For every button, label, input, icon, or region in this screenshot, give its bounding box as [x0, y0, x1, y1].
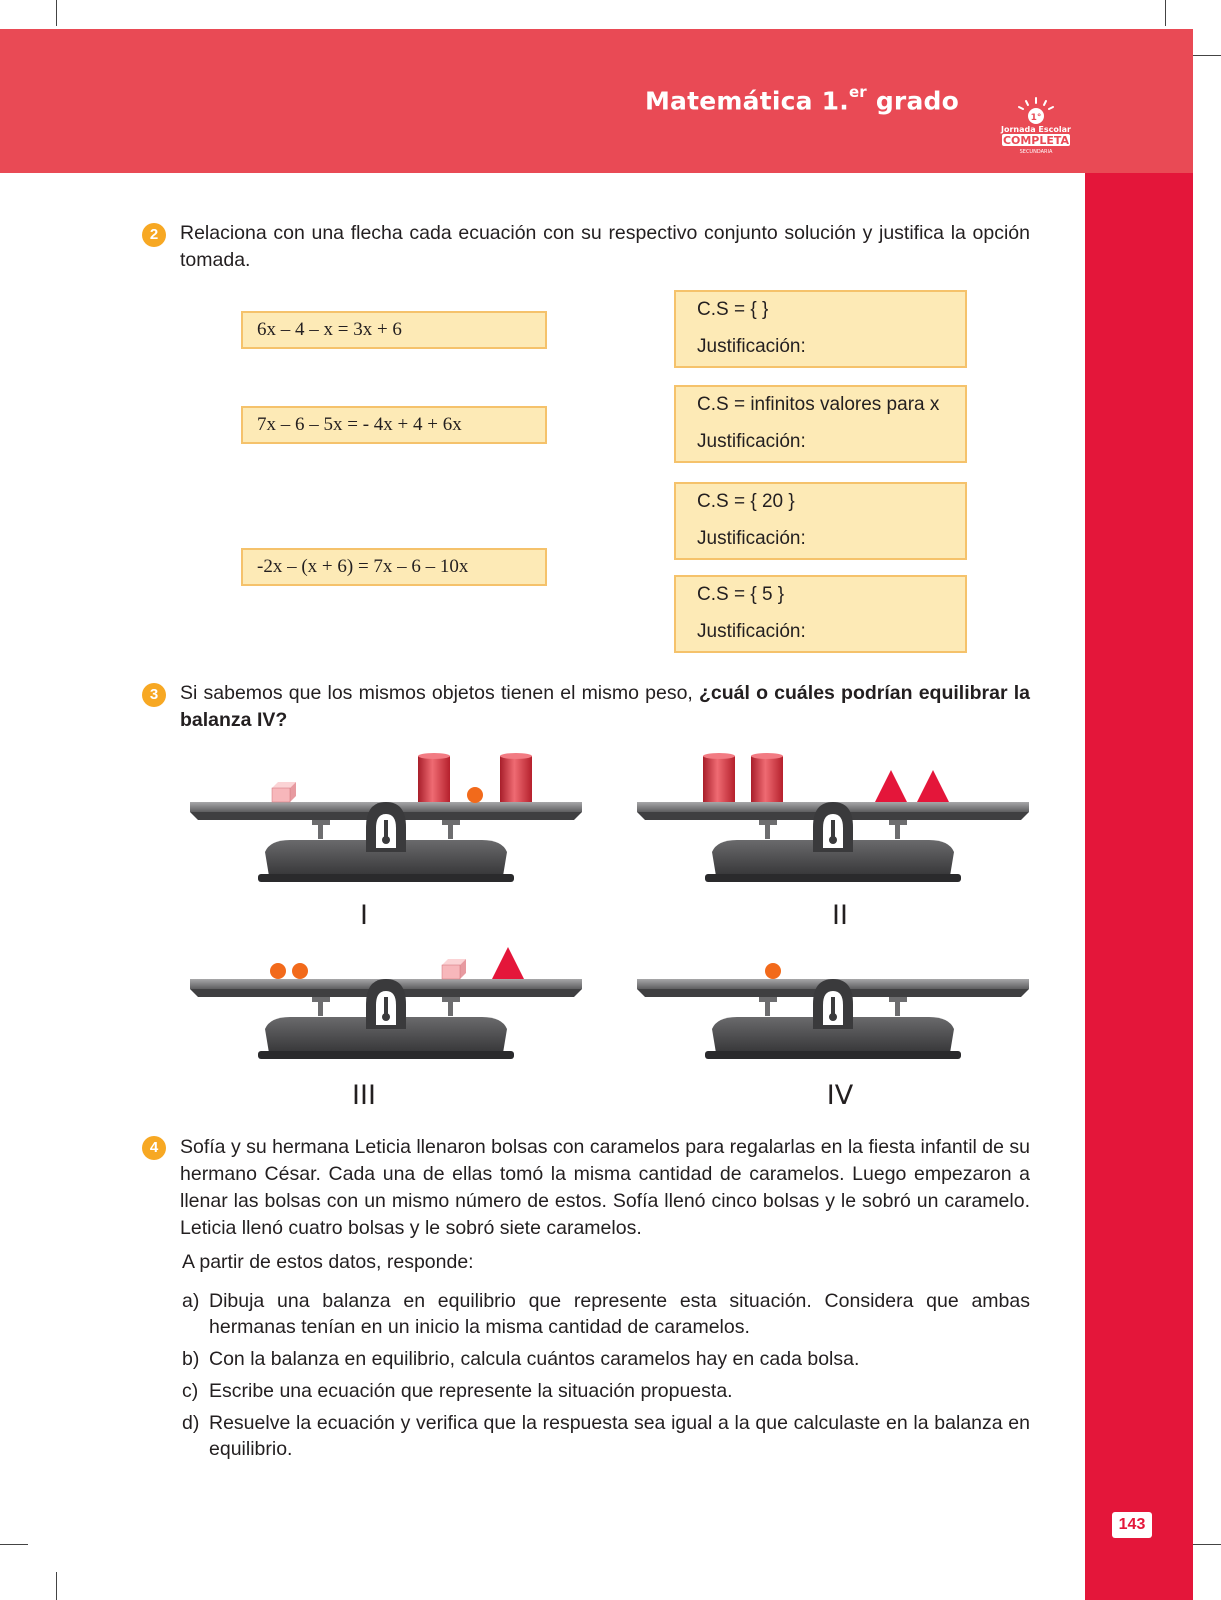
page-title: Matemática 1.$^{er}$ grado: [644, 83, 959, 116]
jornada-escolar-logo: [996, 96, 1076, 156]
justification-label: Justificación:: [697, 336, 806, 357]
list-item: a) Dibuja una balanza en equilibrio que represente esta situación. Considera que ambas hermanas tenían en un inicio la misma cantidad de caramelos.: [182, 1290, 1030, 1338]
cylinder: [500, 753, 532, 802]
triangle: [917, 770, 949, 802]
balance-label: I: [360, 900, 368, 931]
question-4-text: Sofía y su hermana Leticia llenaron bolsas con caramelos para regalarlas en la fiesta infantil de su hermano César. Cada una de ellas tomó la misma cantidad de caramelos. Luego empezaron a llenar las bolsas con un mismo número de estos. Sofía llenó cinco bolsas y le sobró un caramelo. Leticia llenó cuatro bolsas y le sobró siete caramelos.: [180, 1136, 1030, 1239]
crop-mark: [0, 1544, 28, 1545]
list-item: c) Escribe una ecuación que represente la situación propuesta.: [182, 1380, 733, 1402]
question-2-text: Relaciona con una flecha cada ecuación con su respectivo conjunto solución y justifica la opción tomada.: [180, 222, 1030, 271]
equation-box: -2x – (x + 6) = 7x – 6 – 10x: [241, 548, 547, 586]
justification-label: Justificación:: [697, 621, 806, 642]
solution-set-box: [674, 575, 967, 653]
triangle: [875, 770, 907, 802]
solution-set: C.S = { }: [697, 299, 769, 320]
solution-set: C.S = infinitos valores para x: [697, 394, 940, 415]
cylinder: [418, 753, 450, 802]
question-4-intro: A partir de estos datos, responde:: [182, 1251, 474, 1273]
solution-set-box: [674, 290, 967, 368]
page-number: 143: [1112, 1512, 1152, 1538]
ball: [765, 963, 781, 979]
solution-set-box: [674, 482, 967, 560]
balance-III: [190, 929, 582, 1061]
equation-box: 7x – 6 – 5x = - 4x + 4 + 6x: [241, 406, 547, 444]
svg-text:Jornada Escolar: Jornada Escolar: [1001, 125, 1071, 134]
balance-label: II: [832, 900, 848, 931]
justification-label: Justificación:: [697, 431, 806, 452]
list-item: d) Resuelve la ecuación y verifica que la respuesta sea igual a la que calculaste en la balanza en equilibrio.: [182, 1412, 1030, 1460]
question-3-text: Si sabemos que los mismos objetos tienen el mismo peso, ¿cuál o cuáles podrían equilibrar la balanza IV?: [180, 682, 1030, 731]
question-number-badge: 4: [142, 1136, 166, 1160]
cylinder: [703, 753, 735, 802]
question-number-badge: 2: [142, 223, 166, 247]
svg-text:COMPLETA: COMPLETA: [1002, 134, 1070, 147]
list-item: b) Con la balanza en equilibrio, calcula cuántos caramelos hay en cada bolsa.: [182, 1348, 860, 1370]
equation-box: 6x – 4 – x = 3x + 6: [241, 311, 547, 349]
svg-text:1°: 1°: [1030, 113, 1042, 123]
crop-mark: [56, 1572, 57, 1600]
question-number-badge: 3: [142, 683, 166, 707]
solution-set: C.S = { 20 }: [697, 491, 795, 512]
ball: [270, 963, 286, 979]
cube: [272, 782, 296, 802]
crop-mark: [1193, 1544, 1221, 1545]
balance-I: [190, 752, 582, 884]
justification-label: Justificación:: [697, 528, 806, 549]
crop-mark: [1165, 0, 1166, 26]
side-bar: [1085, 173, 1193, 1600]
solution-set-box: [674, 385, 967, 463]
balance-II: [637, 752, 1029, 884]
ball: [467, 787, 483, 803]
crop-mark: [56, 0, 57, 26]
ball: [292, 963, 308, 979]
solution-set: C.S = { 5 }: [697, 584, 785, 605]
crop-mark: [1193, 55, 1221, 56]
balance-label: III: [352, 1080, 376, 1111]
svg-text:SECUNDARIA: SECUNDARIA: [1019, 149, 1053, 155]
cube: [442, 959, 466, 979]
balance-label: IV: [826, 1080, 854, 1111]
balance-IV: [637, 929, 1029, 1061]
cylinder: [751, 753, 783, 802]
triangle: [492, 947, 524, 979]
